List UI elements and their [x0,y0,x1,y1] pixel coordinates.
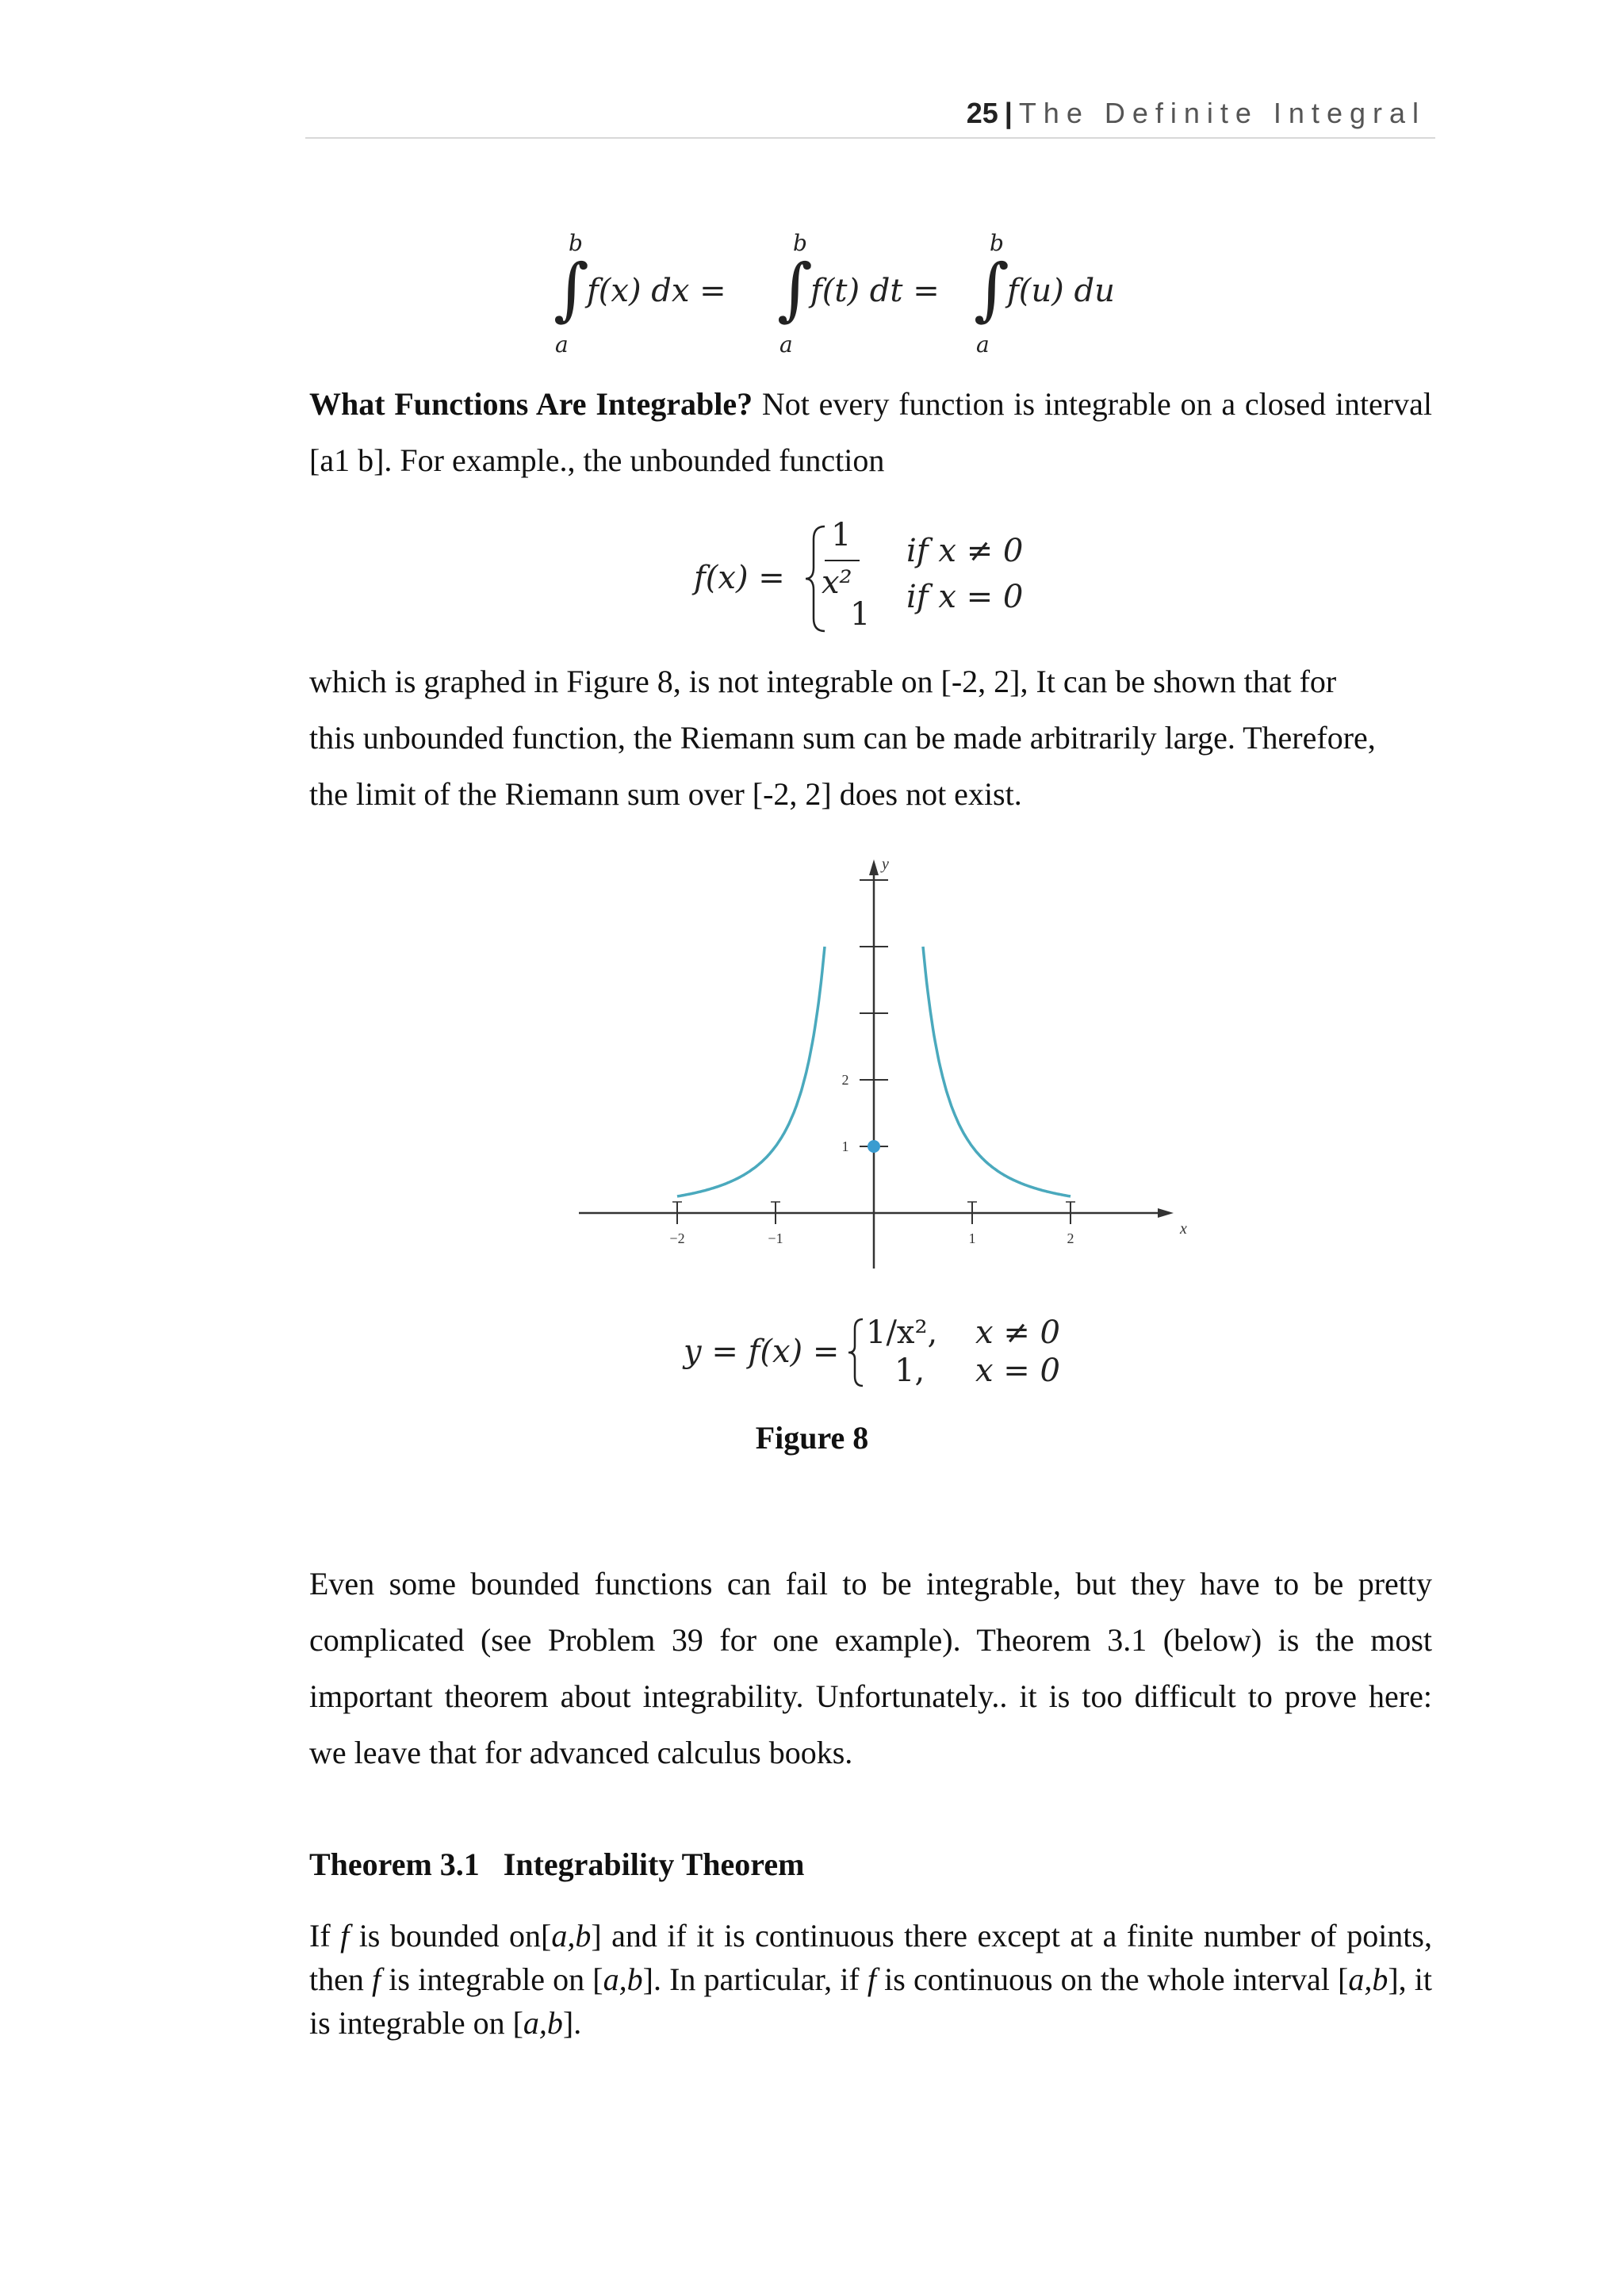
x-tick-label: 1 [968,1230,976,1246]
x-tick-label: 2 [1067,1230,1074,1246]
integral-2-upper: b [793,230,807,256]
y-tick-label: 2 [841,1072,849,1088]
figure-caption: Figure 8 [755,1420,869,1456]
integral-1-upper: b [569,230,583,256]
theorem-statement [309,1914,1432,2045]
integrable-heading: What Functions Are Integrable? [309,386,753,422]
fraction-numerator: 1 [831,517,852,553]
theorem-var: f [867,1961,877,1997]
integral-2-lower: a [779,331,793,358]
graph-equation-lhs: y = f(x) = [684,1334,840,1370]
riemann-line-2: this unbounded function, the Riemann sum can be made arbitrarily large. Therefore, [309,720,1376,756]
integral-1-term: f(x) dx = [587,273,726,309]
integral-2-term: f(t) dt = [810,273,940,309]
theorem-var: a,b [1348,1961,1388,1997]
integrable-paragraph [309,376,1432,488]
condition-1: if x ≠ 0 [906,533,1024,569]
y-axis-arrow [869,859,879,875]
piecewise-constant: 1 [850,596,871,633]
fraction-denominator: x² [822,564,852,601]
riemann-line-1: which is graphed in Figure 8, is not integrable on [-2, 2], It can be shown that for [309,664,1337,699]
graph-equation-brace [847,1316,866,1389]
theorem-title: Theorem 3.1 Integrability Theorem [309,1846,805,1882]
riemann-line-3: the limit of the Riemann sum over [-2, 2] does not exist. [309,776,1022,812]
integral-3-upper: b [990,230,1004,256]
fraction-bar [825,560,860,561]
theorem-text: is continuous on the whole interval [ [876,1961,1349,1997]
theorem-var: a,b [603,1961,643,1997]
theorem-text: ], it is integrable on [ [309,1961,1433,2041]
right-curve [923,947,1071,1196]
integral-1-sign: ∫ [553,250,589,329]
piecewise-lhs: f(x) = [694,560,785,596]
integral-3-sign: ∫ [974,250,1009,329]
theorem-text: is bounded on[ [349,1918,552,1954]
integral-3-term: f(u) du [1007,273,1115,309]
case-1-value: 1/x², [866,1314,938,1351]
x-tick-label: −1 [768,1230,783,1246]
y-axis-label: y [882,855,889,873]
theorem-text: ]. [562,2005,582,2041]
case-2-condition: x = 0 [975,1353,1060,1389]
y-tick-label: 1 [841,1138,849,1154]
bounded-paragraph: Even some bounded functions can fail to be integrable, but they have to be pretty complicated (see Problem 39 for one example). Theorem 3.1 (below) is the most important theorem about integrability. Unfortunately.. it is too difficult to prove here: we leave that for advanced calculus books. [309,1566,1432,1770]
integral-2-sign: ∫ [777,250,813,329]
function-graph [571,848,1189,1269]
integral-1-lower: a [555,331,569,358]
theorem-text: ] and if it is continuous there except at a finite number of points, then [309,1918,1432,1997]
page-header [305,94,1435,139]
left-curve [677,947,825,1196]
theorem-var: a,b [551,1918,592,1954]
theorem-text: If [309,1918,341,1954]
theorem-text: ]. In particular, if [642,1961,868,1997]
case-1-condition: x ≠ 0 [975,1314,1060,1351]
theorem-var: a,b [523,2005,563,2041]
x-axis-label: x [1180,1220,1187,1238]
theorem-var: f [340,1918,350,1954]
header-text [967,97,1426,130]
x-tick-label: −2 [669,1230,685,1246]
header-separator: | [1004,97,1013,129]
case-2-value: 1, [894,1353,925,1389]
defined-point [868,1140,880,1153]
integrable-text: Not every function is integrable on a closed interval [a1 b]. For example., the unbounded function [309,386,1432,478]
x-axis-arrow [1158,1208,1174,1218]
theorem-var: f [372,1961,381,1997]
page-number: 25 [966,97,998,129]
condition-2: if x = 0 [906,579,1024,615]
integral-3-lower: a [976,331,990,358]
theorem-text: is integrable on [ [381,1961,603,1997]
running-title: The Definite Integral [1018,97,1426,129]
